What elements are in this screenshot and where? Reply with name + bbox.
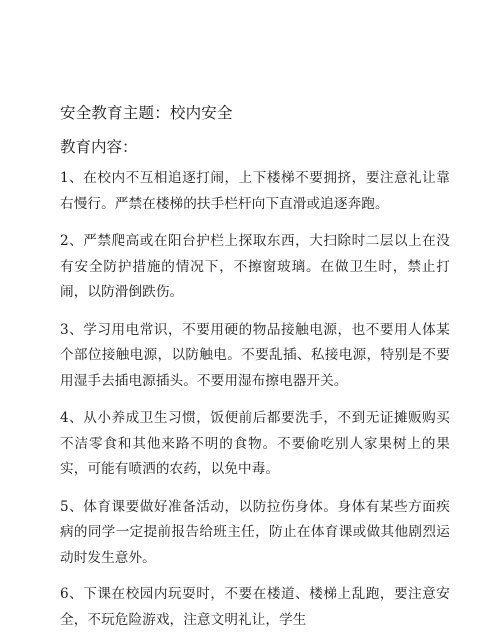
document-body — [60, 100, 450, 628]
paragraph-5: 5、体育课要做好准备活动，以防拉伤身体。身体有某些方面疾病的同学一定提前报告给班主任，防止在体育课或做其他剧烈运动时发生意外。 — [60, 498, 450, 566]
section-heading: 教育内容： — [60, 138, 138, 156]
paragraph-3: 3、学习用电常识，不要用硬的物品接触电源，也不要用人体某个部位接触电源，以防触电。不要乱插、私接电源，特别是不要用湿手去插电源插头。不要用湿布擦电器开关。 — [60, 321, 450, 389]
paragraph-4: 4、从小养成卫生习惯，饭便前后都要洗手，不到无证摊贩购买不洁零食和其他来路不明的食物。不要偷吃别人家果树上的果实，可能有喷洒的农药，以免中毒。 — [60, 410, 450, 477]
paragraph-2: 2、严禁爬高或在阳台护栏上探取东西，大扫除时二层以上在没有安全防护措施的情况下，不擦窗玻璃。在做卫生时，禁止打闹，以防滑倒跌伤。 — [60, 233, 450, 300]
paragraph-6-partial: 6、下课在校园内玩耍时，不要在楼道、楼梯上乱跑，要注意安全，不玩危险游戏，注意文明礼让，学生 — [60, 586, 450, 628]
paragraph-1: 1、在校内不互相追逐打闹，上下楼梯不要拥挤，要注意礼让靠右慢行。严禁在楼梯的扶手栏杆向下直滑或追逐奔跑。 — [60, 170, 450, 212]
document-title: 安全教育主题：校内安全 — [60, 104, 233, 122]
